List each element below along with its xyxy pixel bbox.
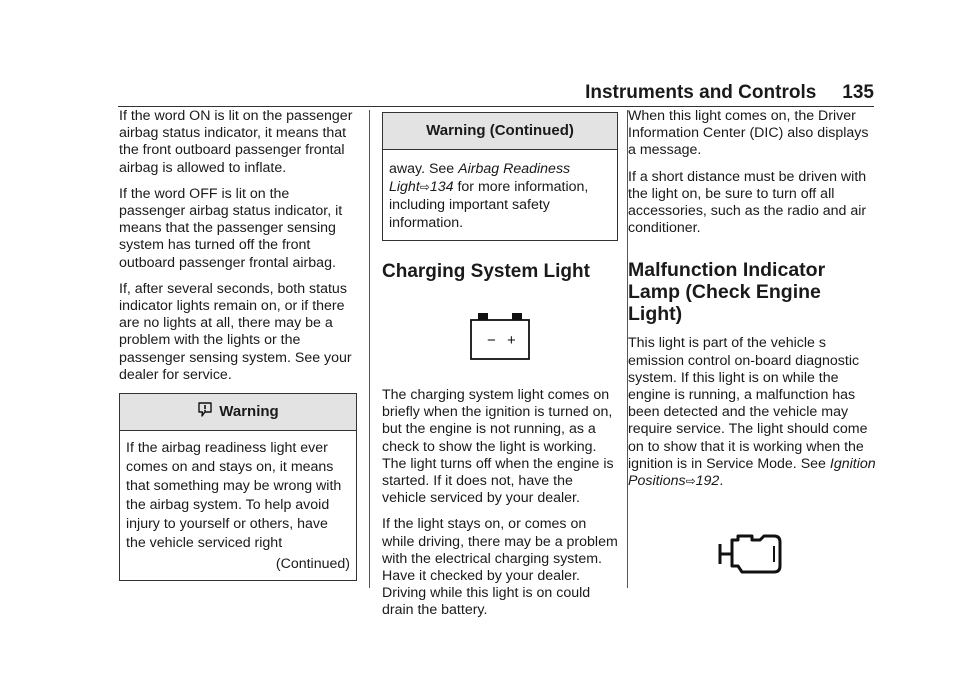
paragraph: If the light stays on, or comes on while driving, there may be a problem with the electrical charging system. Have it checked by your dealer. Driving while this light is on could drain the battery. — [382, 516, 618, 619]
column-1 — [119, 108, 357, 581]
battery-icon — [382, 313, 618, 361]
paragraph — [628, 335, 878, 490]
paragraph: The charging system light comes on briefly when the ignition is turned on, but the engine is not running, as a check to show the light is working. The light turns off when the engine is started. If it does not, have the vehicle serviced by your dealer. — [382, 387, 614, 507]
warning-text: If the airbag readiness light ever comes on and stays on, it means that something may be wrong with the airbag system. To help avoid injury to yourself or others, have the vehicle serviced right — [126, 440, 342, 552]
warning-icon — [197, 397, 213, 433]
column-divider — [369, 110, 370, 588]
warning-text: away. See — [389, 161, 459, 177]
page-number: 135 — [842, 82, 874, 103]
warning-continued-box — [382, 112, 618, 241]
page-ref-arrow-icon: ⇨ — [419, 180, 430, 194]
warning-body — [120, 431, 356, 580]
paragraph: If the word ON is lit on the passenger airbag status indicator, it means that the front outboard passenger frontal airbag is allowed to inflate. — [119, 108, 353, 176]
section-heading: Malfunction Indicator Lamp (Check Engine Light) — [628, 259, 826, 326]
check-engine-icon — [628, 532, 878, 576]
warning-header: Warning (Continued) — [383, 113, 617, 150]
paragraph-text: . — [719, 473, 724, 490]
warning-title: Warning — [219, 403, 279, 421]
battery-plus: + — [507, 332, 516, 349]
section-heading: Charging System Light — [382, 261, 590, 282]
warning-header — [120, 394, 356, 431]
section-title: Instruments and Controls — [585, 82, 817, 103]
continued-label: (Continued) — [275, 556, 350, 573]
header-rule — [118, 106, 874, 107]
warning-text: for more information, including important safety information. — [389, 179, 589, 231]
paragraph: When this light comes on, the Driver Information Center (DIC) also displays a message. — [628, 108, 869, 159]
warning-box — [119, 393, 357, 581]
paragraph: If the word OFF is lit on the passenger airbag status indicator, it means that the passenger sensing system has turned off the front outboard passenger frontal airbag. — [119, 185, 343, 271]
column-2 — [382, 108, 618, 629]
page-header — [585, 82, 874, 104]
page-ref-arrow-icon: ⇨ — [685, 474, 696, 489]
paragraph: If a short distance must be driven with the light on, be sure to turn off all accessories, such as the radio and air conditioner. — [628, 168, 867, 237]
paragraph-text: This light is part of the vehicle s emission control on-board diagnostic system. If this light is on while the engine is running, a malfunction has been detected and the vehicle may require service. The light should come on to show that it is working when the ignition is in Service Mode. See — [628, 335, 868, 472]
page-ref: 192 — [695, 473, 720, 490]
battery-minus: − — [487, 332, 496, 349]
warning-body — [383, 150, 617, 240]
cross-reference-link[interactable]: Ignition Positions — [628, 455, 876, 490]
paragraph: If, after several seconds, both status indicator lights remain on, or if there are no lights at all, there may be a problem with the lights or the passenger sensing system. See your dealer for service. — [119, 280, 352, 383]
page-ref: 134 — [429, 179, 454, 195]
column-3 — [628, 108, 878, 576]
cross-reference-link[interactable]: Airbag Readiness Light — [389, 161, 571, 195]
